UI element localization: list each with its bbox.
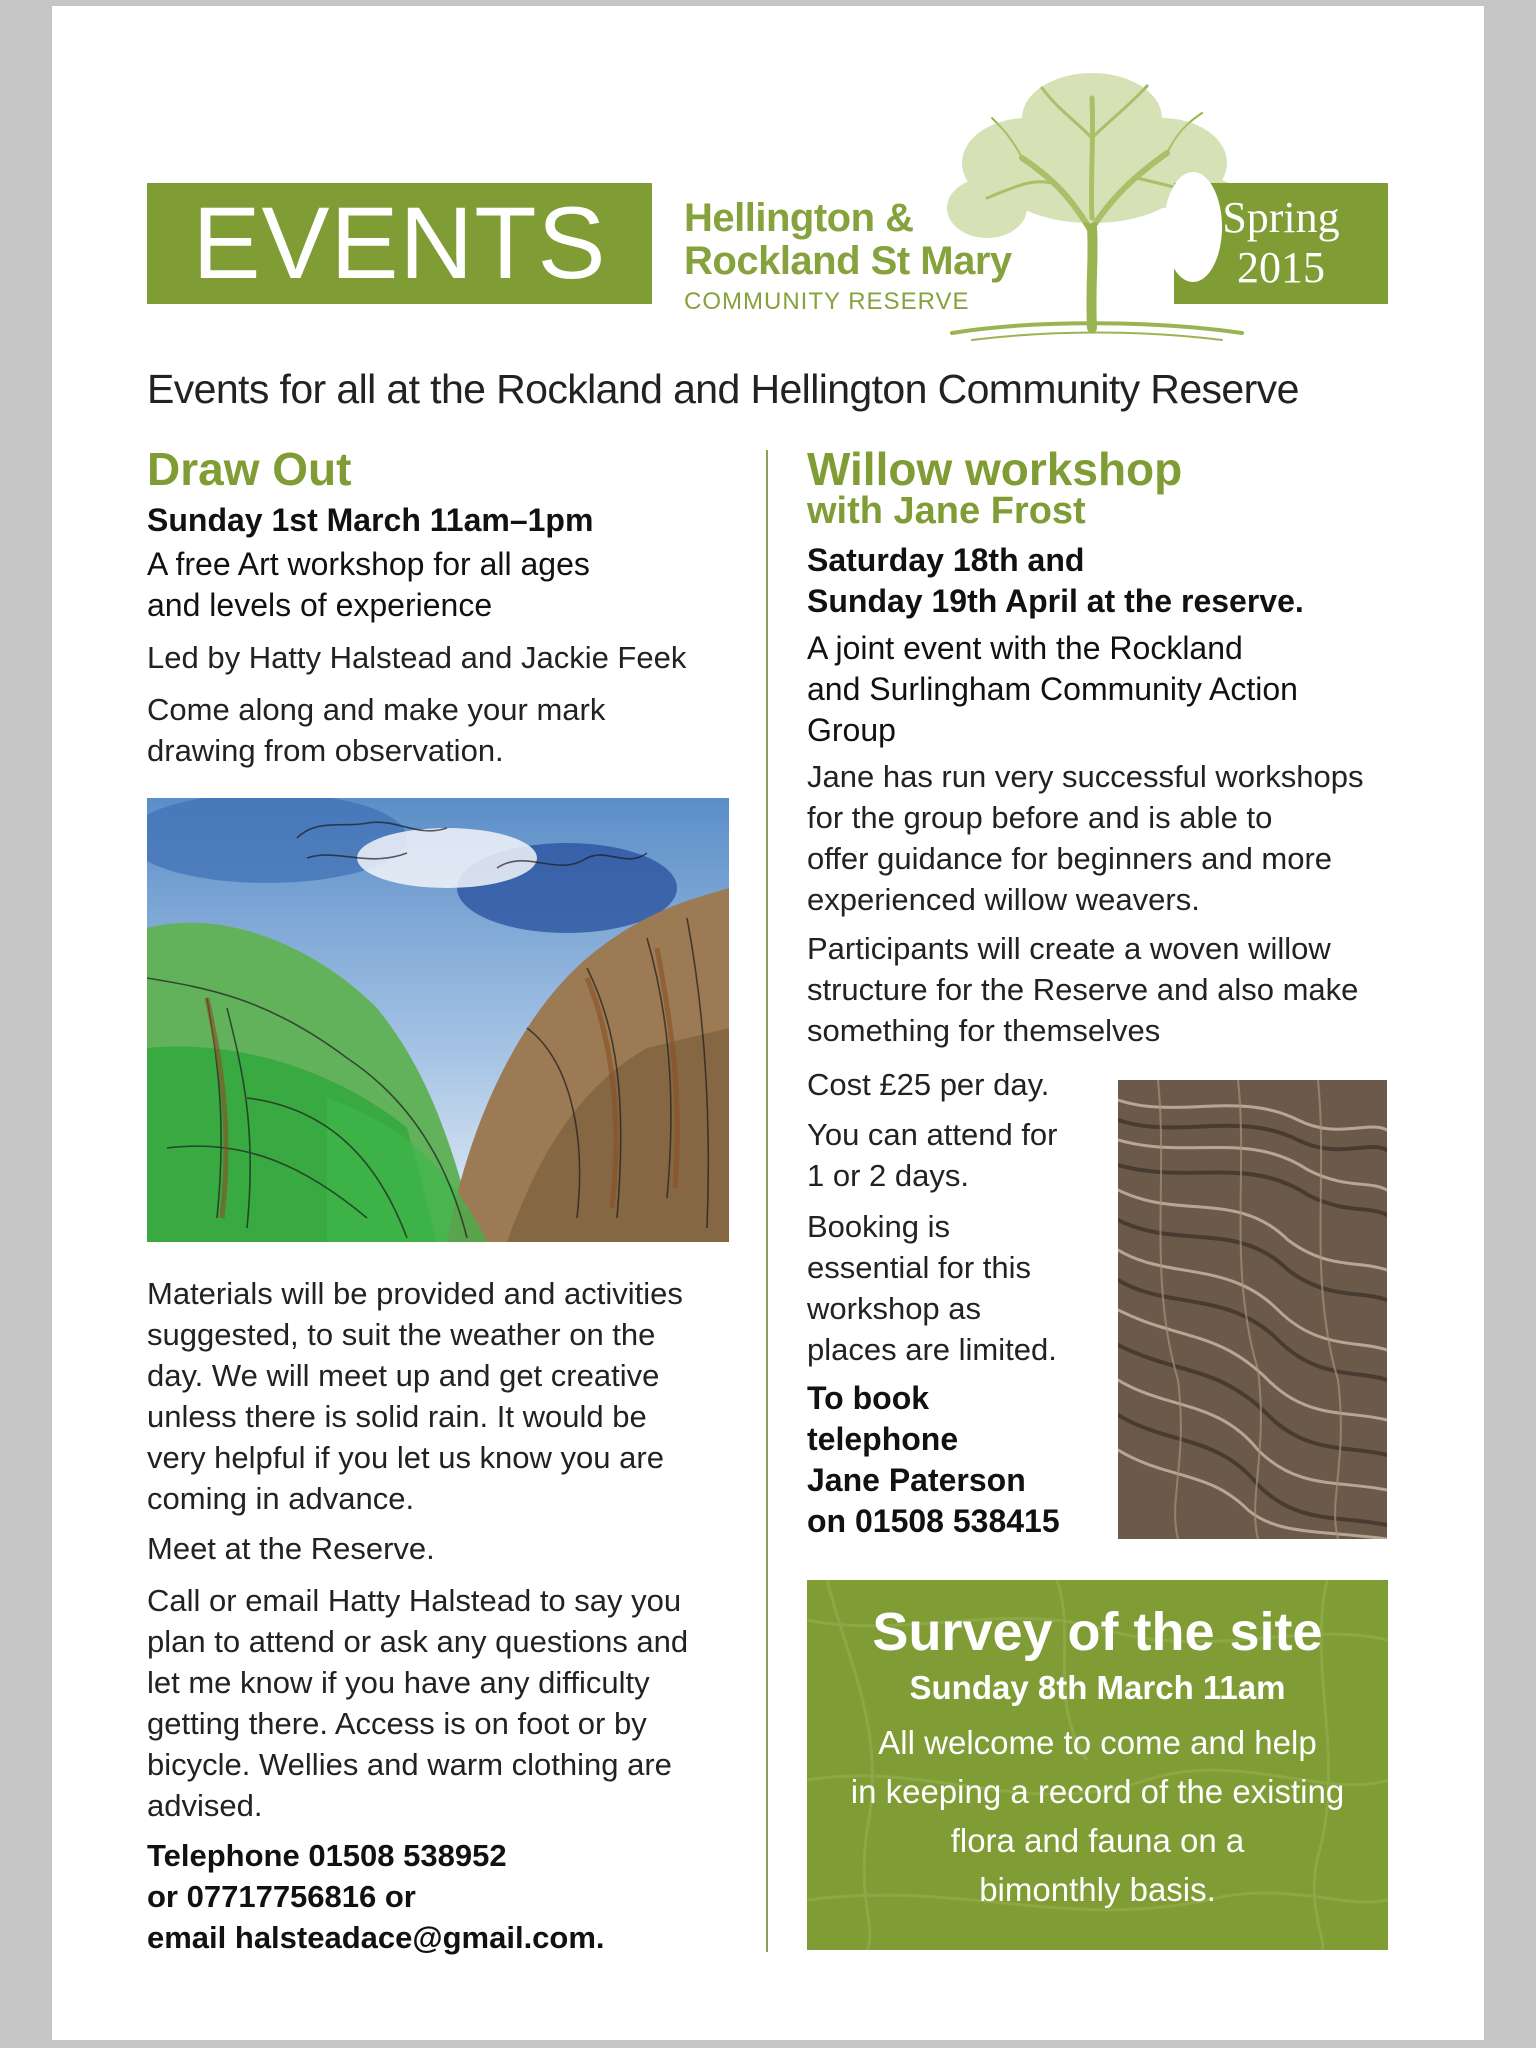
call-line: advised. [147,1788,263,1823]
watercolour-landscape-image [147,798,729,1242]
draw-out-led-by: Led by Hatty Halstead and Jackie Feek [147,640,687,675]
joint-line: Group [807,712,896,748]
contact-mobile: or 07717756816 or [147,1879,416,1914]
draw-out-title: Draw Out [147,443,352,495]
willow-subtitle: with Jane Frost [807,490,1086,532]
draw-out-intro [147,689,737,771]
willow-cost: Cost £25 per day. [807,1067,1050,1102]
draw-out-intro-line: drawing from observation. [147,733,504,768]
willow-booking [807,1206,1107,1370]
call-line: plan to attend or ask any questions and [147,1624,689,1659]
jane-line: experienced willow weavers. [807,882,1200,917]
survey-panel [807,1580,1388,1950]
survey-title: Survey of the site [872,1602,1323,1662]
jane-line: Jane has run very successful workshops [807,759,1364,794]
book-line: telephone [807,1421,959,1457]
materials-line: very helpful if you let us know you are [147,1440,664,1475]
materials-line: coming in advance. [147,1481,415,1516]
booking-line: workshop as [807,1291,982,1326]
flyer-page [52,6,1484,2040]
survey-body [807,1718,1388,1914]
events-banner [147,183,652,304]
tagline: Events for all at the Rockland and Hellington Community Reserve [147,366,1299,412]
materials-line: unless there is solid rain. It would be [147,1399,647,1434]
contact-phone: Telephone 01508 538952 [147,1838,507,1873]
call-line: let me know if you have any difficulty [147,1665,650,1700]
willow-joint [807,628,1447,751]
call-line: Call or email Hatty Halstead to say you [147,1583,682,1618]
willow-title: Willow workshop [807,443,1183,495]
willow-date [807,540,1447,622]
brand-line-3: COMMUNITY RESERVE [684,288,970,315]
events-label: EVENTS [192,186,607,300]
call-line: bicycle. Wellies and warm clothing are [147,1747,672,1782]
joint-line: A joint event with the Rockland [807,630,1243,666]
willow-attend [807,1114,1107,1196]
contact-email: email halsteadace@gmail.com. [147,1920,605,1955]
willow-participants [807,928,1447,1051]
draw-out-meet: Meet at the Reserve. [147,1531,435,1566]
draw-out-contact [147,1835,737,1958]
woven-willow-image [1118,1080,1387,1539]
draw-out-subtitle [147,544,737,626]
attend-line: 1 or 2 days. [807,1158,969,1193]
draw-out-subtitle-line: and levels of experience [147,587,493,623]
willow-date-line: Sunday 19th April at the reserve. [807,583,1304,619]
season-line-1: Spring [1222,193,1340,242]
survey-body-line: All welcome to come and help [878,1724,1317,1761]
booking-line: places are limited. [807,1332,1057,1367]
draw-out-subtitle-line: A free Art workshop for all ages [147,546,590,582]
participants-line: structure for the Reserve and also make [807,972,1359,1007]
book-line: Jane Paterson [807,1462,1026,1498]
materials-line: day. We will meet up and get creative [147,1358,660,1393]
draw-out-call [147,1580,737,1826]
joint-line: and Surlingham Community Action [807,671,1298,707]
survey-body-line: flora and fauna on a [950,1822,1245,1859]
column-divider [766,450,768,1952]
season-notch [1164,172,1222,282]
draw-out-intro-line: Come along and make your mark [147,692,606,727]
booking-line: essential for this [807,1250,1031,1285]
jane-line: for the group before and is able to [807,800,1273,835]
survey-body-line: bimonthly basis. [979,1871,1216,1908]
season-line-2: 2015 [1237,243,1325,292]
materials-line: Materials will be provided and activities [147,1276,683,1311]
survey-body-line: in keeping a record of the existing [850,1773,1345,1810]
survey-date: Sunday 8th March 11am [909,1669,1286,1706]
brand-line-2: Rockland St Mary [684,239,1012,283]
willow-date-line: Saturday 18th and [807,542,1085,578]
attend-line: You can attend for [807,1117,1058,1152]
booking-line: Booking is [807,1209,951,1244]
jane-line: offer guidance for beginners and more [807,841,1333,876]
willow-jane [807,756,1447,920]
participants-line: Participants will create a woven willow [807,931,1331,966]
book-line: on 01508 538415 [807,1503,1060,1539]
call-line: getting there. Access is on foot or by [147,1706,647,1741]
book-line: To book [807,1380,930,1416]
materials-line: suggested, to suit the weather on the [147,1317,656,1352]
draw-out-materials [147,1273,737,1519]
participants-line: something for themselves [807,1013,1161,1048]
draw-out-date: Sunday 1st March 11am–1pm [147,502,594,538]
willow-book [807,1378,1107,1542]
brand-line-1: Hellington & [684,196,914,240]
